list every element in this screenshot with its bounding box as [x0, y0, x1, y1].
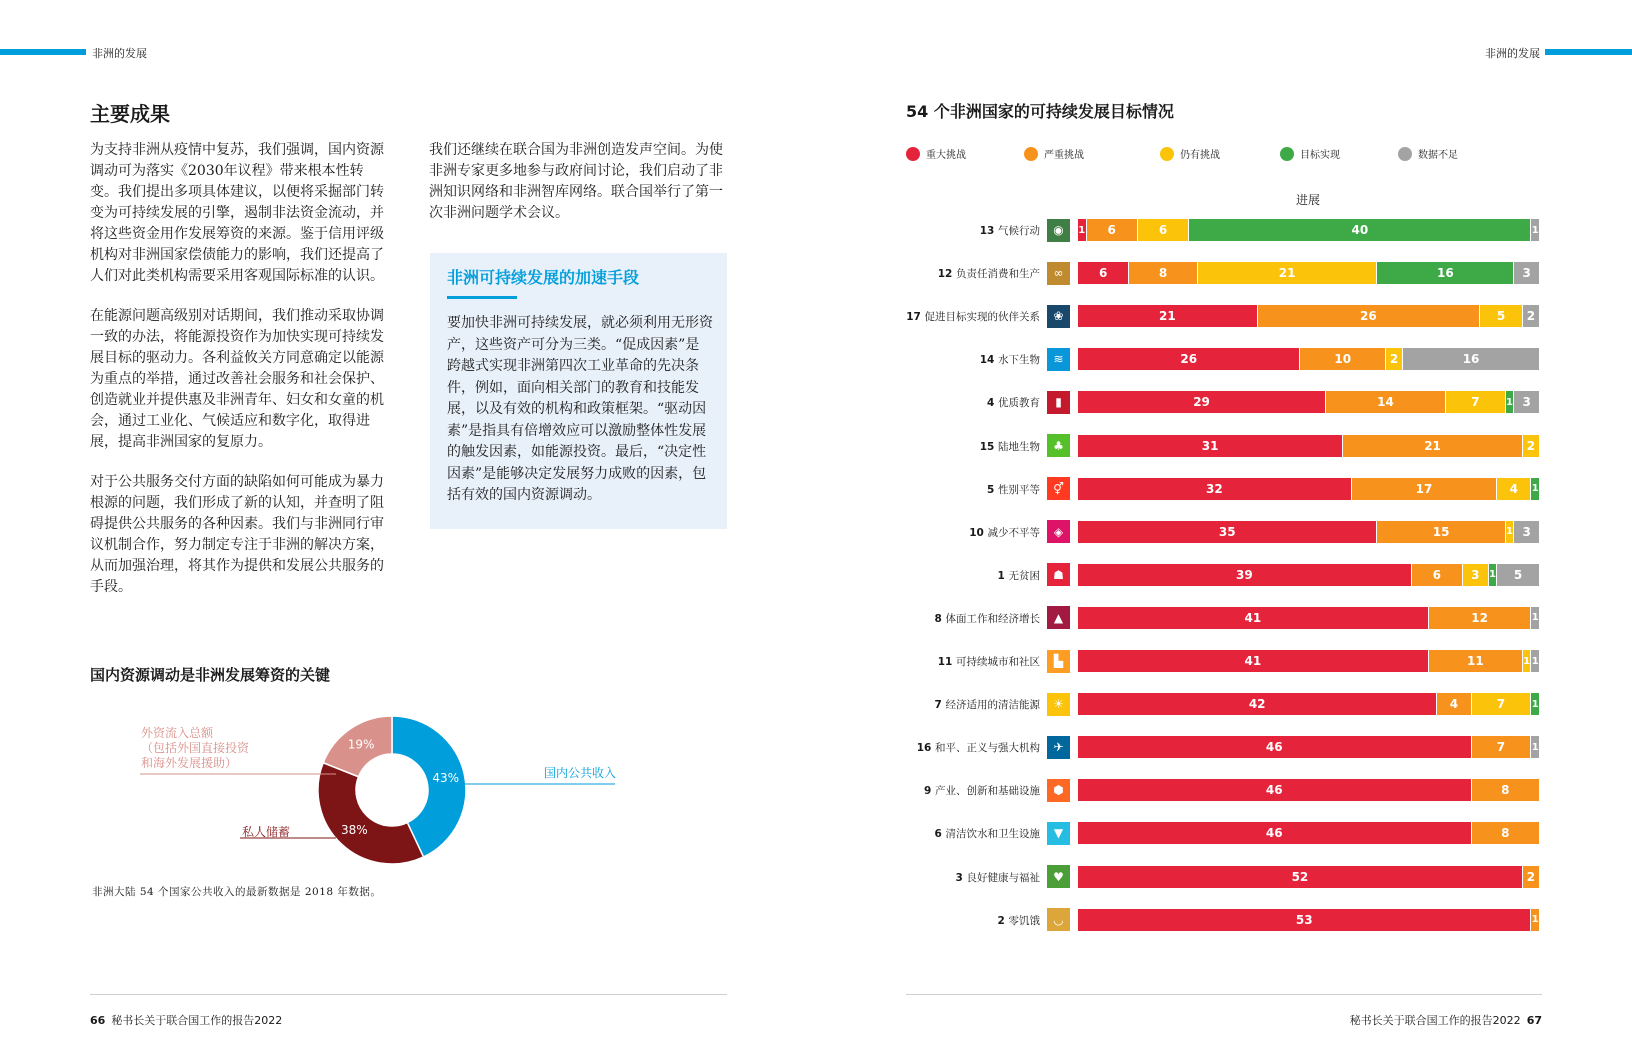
goal-bar: [1078, 779, 1540, 801]
seg-major: 42: [1078, 693, 1437, 715]
seg-insufficient: 1: [1531, 650, 1540, 672]
sdg-chart-title: 54 个非洲国家的可持续发展目标情况: [906, 102, 1174, 121]
gender-icon: ⚥: [1047, 477, 1070, 500]
fish-icon: ≋: [1047, 348, 1070, 371]
goal-name: 零饥饿: [1008, 914, 1040, 927]
footer-rule-right: [906, 994, 1542, 995]
running-header-right: 非洲的发展: [1485, 47, 1540, 60]
goal-label: [935, 697, 1040, 712]
legend-label: 数据不足: [1418, 150, 1458, 161]
legend-swatch: [1280, 147, 1294, 161]
legend-swatch: [1398, 147, 1412, 161]
body-paragraph-3: 对于公共服务交付方面的缺陷如何可能成为暴力根源的问题，我们形成了新的认知，并查明了阻碍提供公共服务的各种因素。我们与非洲同行审议机制合作，努力制定专注于非洲的解决方案，从而加强治理，将其作为提供和发展公共服务的手段。: [90, 474, 384, 595]
body-paragraph-4: 我们还继续在联合国为非洲创造发声空间。为使非洲专家更多地参与政府间讨论，我们启动了非洲知识网络和非洲智库网络。联合国举行了第一次非洲问题学术会议。: [429, 142, 723, 221]
seg-significant: 12: [1429, 607, 1532, 629]
goal-name: 可持续城市和社区: [956, 656, 1040, 668]
donut-label-public-revenue: 国内公共收入: [544, 766, 617, 780]
header-accent-bar-right: [1545, 49, 1632, 55]
page-number-left: 66: [90, 1014, 106, 1027]
goal-number: 9: [924, 785, 935, 798]
goal-label: [956, 870, 1040, 885]
goal-number: 8: [934, 612, 946, 625]
goal-bar: [1078, 521, 1540, 543]
goal-bar: [1078, 305, 1540, 327]
seg-achieved: 1: [1489, 564, 1498, 586]
legend-swatch: [906, 147, 920, 161]
page-number-right: 67: [1526, 1014, 1542, 1027]
goal-name: 清洁饮水和卫生设施: [945, 828, 1040, 841]
seg-significant: 15: [1377, 521, 1505, 543]
goal-number: 15: [979, 440, 998, 453]
body-paragraph-2: 在能源问题高级别对话期间，我们推动采取协调一致的办法，将能源投资作为加快实现可持续发展目标的驱动力。各利益攸关方同意确定以能源为重点的举措，通过改善社会服务和社会保护、创造就业并提供惠及非洲青年、妇女和女童的机会，通过工业化、气候适应和数字化，取得进展，提高非洲国家的复原力。: [90, 308, 384, 450]
donut-label-private-savings: 私人储蓄: [242, 825, 291, 839]
donut-title: 国内资源调动是非洲发展筹资的关键: [90, 666, 331, 684]
goal-bar: [1078, 478, 1540, 500]
seg-significant: 6: [1412, 564, 1463, 586]
accelerators-box-title: 非洲可持续发展的加速手段: [447, 268, 640, 287]
donut-pct-private-savings: 38%: [341, 823, 368, 838]
goal-bar: [1078, 650, 1540, 672]
goal-number: 10: [969, 526, 988, 539]
goal-number: 6: [934, 828, 946, 841]
equality-icon: ◈: [1047, 520, 1070, 543]
goal-number: 12: [937, 268, 956, 281]
goal-number: 7: [934, 699, 946, 712]
goal-label: [924, 783, 1040, 798]
goal-name: 促进目标实现的伙伴关系: [924, 311, 1040, 324]
goal-bar: [1078, 607, 1540, 629]
goal-label: [980, 439, 1040, 454]
goal-number: 13: [979, 225, 998, 237]
legend-major-challenges: [906, 146, 966, 161]
goal-bar: [1078, 564, 1540, 586]
legend-goal-achieved: [1280, 146, 1340, 161]
goal-bar: [1078, 435, 1540, 457]
donut-label-foreign-inflows: 外资流入总额 （包括外国直接投资 和海外发展援助）: [141, 726, 250, 770]
seg-achieved: 40: [1189, 219, 1531, 241]
infinity-icon: ∞: [1047, 262, 1070, 285]
seg-insufficient: 5: [1497, 564, 1540, 586]
goal-label: [969, 525, 1040, 540]
seg-major: 21: [1078, 305, 1258, 327]
seg-significant: 11: [1429, 650, 1523, 672]
seg-remain: 2: [1386, 348, 1403, 370]
legend-label: 仍有挑战: [1180, 150, 1220, 161]
goal-name: 负责任消费和生产: [956, 268, 1040, 281]
seg-significant: 2: [1523, 866, 1540, 888]
footer-left: [90, 1012, 282, 1028]
seg-major: 31: [1078, 435, 1343, 457]
seg-remain: 2: [1523, 435, 1540, 457]
city-icon: ▙: [1047, 650, 1070, 673]
seg-significant: 8: [1472, 779, 1540, 801]
goal-label: [917, 740, 1040, 755]
seg-insufficient: 16: [1403, 348, 1540, 370]
water-drop-icon: ▼: [1047, 822, 1070, 845]
goal-name: 体面工作和经济增长: [945, 612, 1040, 625]
accelerators-box: [430, 253, 727, 529]
goal-number: 2: [997, 914, 1009, 927]
seg-achieved: 16: [1377, 262, 1514, 284]
goal-name: 减少不平等: [987, 526, 1040, 539]
heartbeat-icon: ♥: [1047, 865, 1070, 888]
donut-pct-foreign-inflows: 19%: [347, 737, 375, 752]
goal-number: 16: [916, 742, 935, 755]
footer-right: [1350, 1012, 1542, 1028]
seg-achieved: 1: [1531, 478, 1540, 500]
goal-bar: [1078, 693, 1540, 715]
goal-name: 陆地生物: [998, 440, 1040, 453]
seg-insufficient: 1: [1531, 607, 1540, 629]
cubes-icon: ⬢: [1047, 779, 1070, 802]
seg-significant: 7: [1472, 736, 1532, 758]
footer-title-left: 秘书长关于联合国工作的报告2022: [111, 1014, 283, 1027]
seg-major: 26: [1078, 348, 1300, 370]
seg-insufficient: 1: [1531, 219, 1540, 241]
goal-name: 无贫困: [1008, 569, 1040, 582]
goal-name: 性别平等: [998, 483, 1040, 496]
seg-remain: 21: [1198, 262, 1378, 284]
footer-title-right: 秘书长关于联合国工作的报告2022: [1349, 1014, 1521, 1027]
seg-major: 41: [1078, 650, 1429, 672]
seg-major: 29: [1078, 391, 1326, 413]
seg-major: 46: [1078, 736, 1472, 758]
goal-name: 优质教育: [998, 397, 1040, 410]
seg-remain: 4: [1497, 478, 1531, 500]
seg-major: 52: [1078, 866, 1523, 888]
seg-significant: 4: [1437, 693, 1471, 715]
goal-label: [998, 568, 1040, 583]
seg-major: 32: [1078, 478, 1352, 500]
accelerators-box-rule: [447, 296, 517, 299]
donut-pct-public-revenue: 43%: [432, 771, 460, 786]
seg-remain: 1: [1506, 521, 1515, 543]
goal-number: 14: [979, 354, 998, 367]
seg-major: 46: [1078, 779, 1472, 801]
accelerators-box-text: 要加快非洲可持续发展，就必须利用无形资产，这些资产可分为三类。“促成因素”是跨越式实现非洲第四次工业革命的先决条件，例如，面向相关部门的教育和技能发展，以及有效的机构和政策框架。“驱动因素”是指具有倍增效应可以激励整体性发展的触发因素，如能源投资。最后，“决定性因素”是能够决定发展努力成败的因素，包括有效的国内资源调动。: [447, 315, 713, 503]
goal-bar: [1078, 262, 1540, 284]
seg-insufficient: 3: [1514, 521, 1540, 543]
goal-name: 产业、创新和基础设施: [935, 785, 1040, 798]
seg-remain: 7: [1446, 391, 1506, 413]
sun-icon: ☀: [1047, 693, 1070, 716]
legend-significant-challenges: [1024, 146, 1084, 161]
goal-name: 气候行动: [998, 225, 1040, 237]
header-accent-bar-left: [0, 49, 86, 55]
legend-label: 严重挑战: [1044, 150, 1084, 161]
seg-insufficient: 3: [1514, 262, 1540, 284]
seg-remain: 7: [1472, 693, 1532, 715]
seg-major: 46: [1078, 822, 1472, 844]
goal-bar: [1078, 219, 1540, 241]
dove-icon: ✈: [1047, 736, 1070, 759]
footer-rule-left: [90, 994, 727, 995]
seg-remain: 3: [1463, 564, 1489, 586]
seg-significant: 1: [1531, 909, 1540, 931]
seg-significant: 26: [1258, 305, 1480, 327]
legend-swatch: [1024, 147, 1038, 161]
goal-label: [987, 395, 1040, 410]
goal-number: 4: [987, 397, 998, 410]
seg-insufficient: 3: [1514, 391, 1540, 413]
goal-name: 水下生物: [998, 354, 1040, 367]
seg-major: 35: [1078, 521, 1377, 543]
seg-achieved: 1: [1531, 693, 1540, 715]
seg-major: 1: [1078, 219, 1087, 241]
seg-insufficient: 2: [1523, 305, 1540, 327]
goal-label: [987, 482, 1040, 497]
legend-challenges-remain: [1160, 146, 1220, 161]
donut-footnote: 非洲大陆 54 个国家公共收入的最新数据是 2018 年数据。: [92, 886, 382, 898]
goal-label: [980, 352, 1040, 367]
goal-label: [938, 654, 1040, 669]
section-title: 主要成果: [90, 102, 170, 126]
seg-significant: 8: [1129, 262, 1197, 284]
eye-icon: ◉: [1047, 219, 1070, 242]
goal-label: [935, 826, 1040, 841]
goal-number: 1: [997, 569, 1009, 582]
legend-label: 重大挑战: [926, 150, 966, 161]
seg-significant: 8: [1472, 822, 1540, 844]
seg-significant: 17: [1352, 478, 1497, 500]
goal-label: [935, 611, 1040, 626]
goal-name: 经济适用的清洁能源: [945, 699, 1040, 712]
tree-icon: ♣: [1047, 434, 1070, 457]
seg-insufficient: 1: [1531, 736, 1540, 758]
goal-number: 11: [937, 656, 956, 668]
goal-bar: [1078, 909, 1540, 931]
flower-icon: ❀: [1047, 305, 1070, 328]
body-paragraph-1: 为支持非洲从疫情中复苏，我们强调，国内资源调动可为落实《2030年议程》带来根本性转变。我们提出多项具体建议，以便将采掘部门转变为可持续发展的引擎，遏制非法资金流动，并将这些资金用作发展筹资的来源。鉴于信用评级机构对非洲国家偿债能力的影响，我们还提高了人们对此类机构需要采用客观国际标准的认识。: [90, 142, 384, 284]
seg-significant: 6: [1087, 219, 1138, 241]
book-icon: ▮: [1047, 391, 1070, 414]
seg-significant: 14: [1326, 391, 1446, 413]
goal-label: [938, 266, 1040, 281]
goal-bar: [1078, 866, 1540, 888]
family-icon: ☗: [1047, 563, 1070, 586]
seg-significant: 10: [1300, 348, 1386, 370]
legend-insufficient-data: [1398, 146, 1458, 161]
donut-segment-private-savings: [318, 763, 424, 864]
sdg-axis-label: 进展: [1296, 193, 1321, 207]
seg-major: 39: [1078, 564, 1412, 586]
goal-number: 5: [987, 483, 998, 496]
goal-bar: [1078, 348, 1540, 370]
goal-number: 17: [906, 311, 925, 324]
seg-major: 53: [1078, 909, 1531, 931]
seg-major: 6: [1078, 262, 1129, 284]
donut-chart: [0, 700, 730, 880]
growth-chart-icon: ▲: [1047, 606, 1070, 629]
bowl-icon: ◡: [1047, 908, 1070, 931]
goal-label: [906, 309, 1040, 324]
goal-label: [980, 223, 1040, 238]
seg-major: 41: [1078, 607, 1429, 629]
seg-remain: 1: [1523, 650, 1532, 672]
goal-number: 3: [955, 871, 967, 884]
goal-bar: [1078, 822, 1540, 844]
goal-bar: [1078, 736, 1540, 758]
goal-bar: [1078, 391, 1540, 413]
seg-remain: 6: [1138, 219, 1189, 241]
seg-remain: 5: [1480, 305, 1523, 327]
goal-name: 和平、正义与强大机构: [935, 742, 1040, 755]
seg-significant: 21: [1343, 435, 1523, 457]
goal-name: 良好健康与福祉: [966, 871, 1040, 884]
seg-achieved: 1: [1506, 391, 1515, 413]
legend-label: 目标实现: [1300, 150, 1340, 161]
running-header-left: 非洲的发展: [92, 47, 147, 60]
legend-swatch: [1160, 147, 1174, 161]
goal-label: [998, 913, 1040, 928]
